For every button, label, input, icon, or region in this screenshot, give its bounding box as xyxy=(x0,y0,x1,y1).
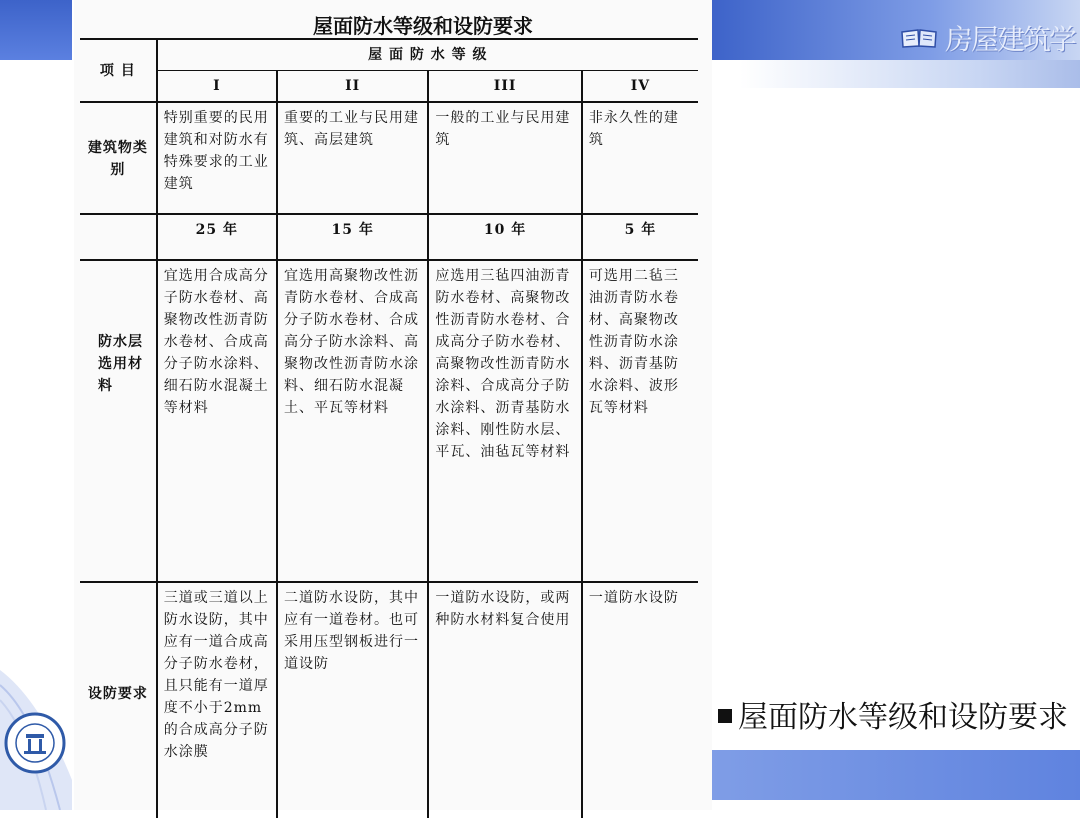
table-cell: 重要的工业与民用建筑、高层建筑 xyxy=(277,102,428,214)
grade-header: IV xyxy=(582,71,698,103)
table-cell: 非永久性的建筑 xyxy=(582,102,698,214)
grade-header: III xyxy=(428,71,581,103)
left-top-band xyxy=(0,0,72,60)
waterproof-grade-table xyxy=(80,38,698,818)
row-label: 设防要求 xyxy=(80,582,157,818)
table-title: 屋面防水等级和设防要求 xyxy=(313,14,533,38)
table-cell: 三道或三道以上防水设防，其中应有一道合成高分子防水卷材，且只能有一道厚度不小于2mm的合成高分子防水涂膜 xyxy=(157,582,277,818)
header-row xyxy=(80,39,698,71)
book-icon xyxy=(900,28,938,48)
table-cell: 一般的工业与民用建筑 xyxy=(428,102,581,214)
table-cell: 可选用二毡三油沥青防水卷材、高聚物改性沥青防水涂料、沥青基防水涂料、波形瓦等材料 xyxy=(582,260,698,582)
table-row xyxy=(80,582,698,818)
item-header: 项 目 xyxy=(80,39,157,102)
table-cell: 5 年 xyxy=(582,214,698,260)
table-cell: 二道防水设防，其中应有一道卷材。也可采用压型钢板进行一道设防 xyxy=(277,582,428,818)
scanned-table-image xyxy=(74,0,712,810)
table-cell: 25 年 xyxy=(157,214,277,260)
grade-header: I xyxy=(157,71,277,103)
table-cell: 一道防水设防，或两种防水材料复合使用 xyxy=(428,582,581,818)
slide-caption xyxy=(718,692,1068,736)
caption-text: 屋面防水等级和设防要求 xyxy=(738,700,1068,735)
table-cell: 宜选用高聚物改性沥青防水卷材、合成高分子防水卷材、合成高分子防水涂料、高聚物改性沥青防水涂料、细石防水混凝土、平瓦等材料 xyxy=(277,260,428,582)
grade-header: II xyxy=(277,71,428,103)
table-cell: 10 年 xyxy=(428,214,581,260)
row-label xyxy=(80,214,157,260)
table-row xyxy=(80,260,698,582)
table-cell: 15 年 xyxy=(277,214,428,260)
grade-group-header: 屋 面 防 水 等 级 xyxy=(157,39,698,71)
footer-band xyxy=(712,750,1080,800)
row-label: 建筑物类别 xyxy=(87,140,148,178)
course-title: 房屋建筑学 xyxy=(945,23,1076,56)
table-row xyxy=(80,214,698,260)
table-cell: 宜选用合成高分子防水卷材、高聚物改性沥青防水卷材、合成高分子防水涂料、细石防水混凝土等材料 xyxy=(157,260,277,582)
table-cell: 特别重要的民用建筑和对防水有特殊要求的工业建筑 xyxy=(157,102,277,214)
table-row xyxy=(80,102,698,214)
grade-row xyxy=(80,71,698,103)
table-cell: 应选用三毡四油沥青防水卷材、高聚物改性沥青防水卷材、合成高分子防水卷材、高聚物改性沥青防水涂料、合成高分子防水涂料、沥青基防水涂料、刚性防水层、平瓦、油毡瓦等材料 xyxy=(428,260,581,582)
row-label: 防水层选用材料 xyxy=(98,334,143,394)
header-band-fade xyxy=(740,60,1080,88)
table-cell: 一道防水设防 xyxy=(582,582,698,818)
bullet-square-icon xyxy=(718,709,732,723)
university-logo xyxy=(4,712,66,774)
